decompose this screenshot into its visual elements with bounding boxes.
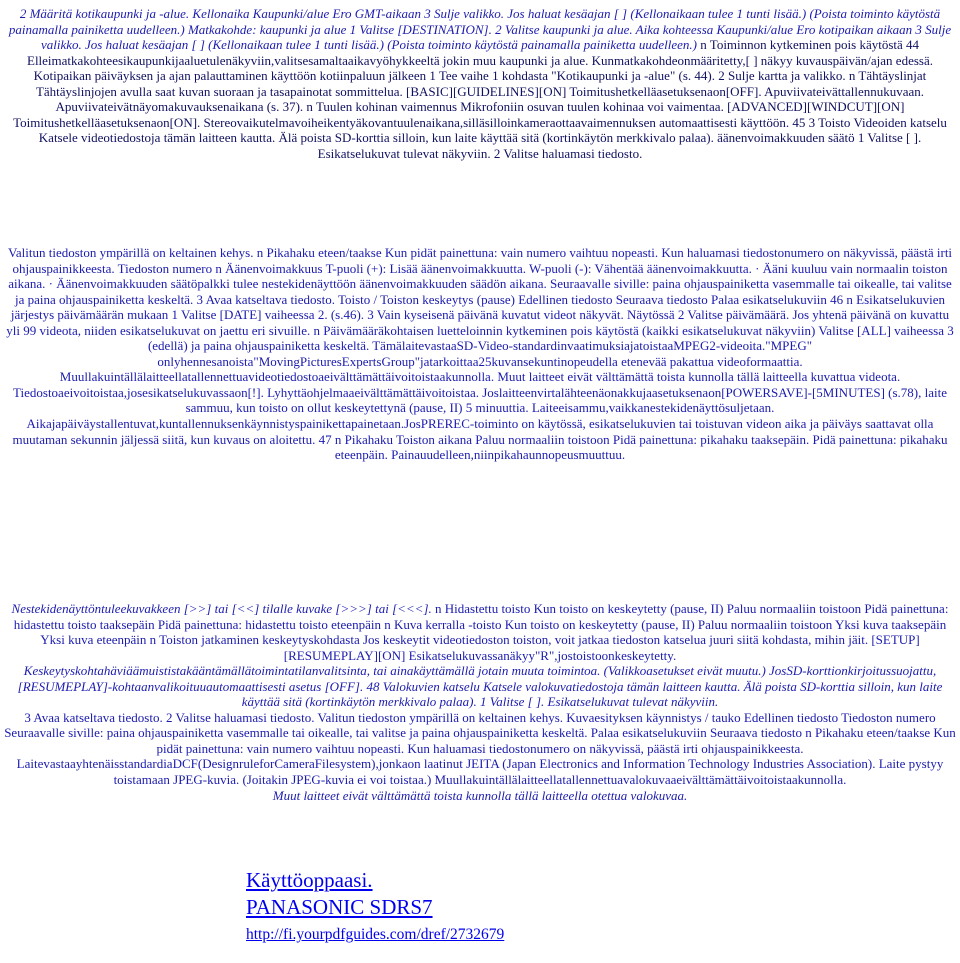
url-link[interactable]: http://fi.yourpdfguides.com/dref/2732679 [246, 926, 505, 943]
italic-text: Nestekidenäyttöntuleekuvakkeen [>>] tai [<<] tilalle kuvake [>>>] tai [<<<]. [11, 601, 432, 616]
italic-text: 2 Määritä kotikaupunki ja -alue. Kellonaika Kaupunki/alue Ero GMT-aikaan 3 Sulje valikko. Jos haluat kesäajan [ ] (Kellonaikaan tulee 1 tunti lisää.) (Poista toiminto käytöstä painamalla painiketta uudelleen.) Matkakohde: kaupunki ja alue 1 Valitse [DESTINATION]. 2 Valitse kaupunki ja alue. Aika kohteessa Kaupunki/alue Ero kotipaikan aikaan 3 Sulje valikko. Jos haluat kesäajan [ ] (Kellonaikaan tulee 1 tunti lisää.) (Poista toiminto käytöstä painamalla painiketta uudelleen.) [8, 6, 952, 53]
paragraph-text: n Toiminnon kytkeminen pois käytöstä 44 Elleimatkakohteesikaupunkijaaluetulenäkyviin,valitsesamaltaaikavyöhykkeeltä jokin muu kaupunki ja alue. Kunmatkakohdeonmääritetty,[ ] näkyy kuvauspäivän/ajan edessä. Kotipaikan päiväyksen ja ajan palauttaminen käyttöön kotiinpaluun jälkeen 1 Tee vaihe 1 kohdasta "Kotikaupunki ja -alue" (s. 44). 2 Sulje kartta ja valikko. n Tähtäyslinjat Tähtäyslinjojen avulla saat kuvan suoraan ja tasapainotat sommittelua. [BASIC][GUIDELINES][ON] Toimitushetkelläasetuksenaon[OFF]. Apuviivateivättallennukuvaan. Apuviivateivätnäyomakuvauksenaikana (s. 37). n Tuulen kohinan vaimennus Mikrofoniin osuvan tuulen kohinaa voi vaimentaa. [ADVANCED][WINDCUT][ON] Toimitushetkelläasetuksenaon[ON]. Stereovaikutelmavoiheikentyäkovantuulenaikana,silläsilloinkameraottaavaimennuksen automaattisesti käyttöön. 45 3 Toisto Videoiden katselu Katsele videotiedostoja tämän laitteen kautta. Älä poista SD-korttia silloin, kun laite käyttää sitä (kortinkäytön merkkivalo palaa). äänenvoimakkuuden säätö 1 Valitse [ ]. Esikatselukuvat tulevat näkyviin. 2 Valitse haluamasi tiedosto. [13, 37, 947, 161]
paragraph [4, 6, 956, 161]
text-block-top [4, 6, 956, 161]
paragraph-text: n Hidastettu toisto Kun toisto on keskeytetty (pause, II) Paluu normaaliin toistoon Pidä painettuna: hidastettu toisto taaksepäin Pidä painettuna: hidastettu toisto eteenpäin n Kuva kerralla -toisto Kun toisto on keskeytetty (pause, II) Paluu normaaliin toistoon Yksi kuva taaksepäin Yksi kuva eteenpäin n Toiston jatkaminen keskeytyskohdasta Jos keskeytit videotiedoston toiston, voit jatkaa tiedoston katselua juuri siitä kohdasta, mihin jäit. [SETUP][RESUMEPLAY][ON] Esikatselukuvassanäkyy"R",jostoistoonkeskeytetty. [13, 601, 949, 663]
product-link[interactable]: PANASONIC SDRS7 [246, 895, 433, 919]
paragraph: Valitun tiedoston ympärillä on keltainen kehys. n Pikahaku eteen/taakse Kun pidät painettuna: vain numero vaihtuu nopeasti. Kun haluamasi tiedostonumero on näkyvissä, päästä irti ohjauspainikkeesta. Tiedoston numero n Äänenvoimakkuus T-puoli (+): Lisää äänenvoimakkuutta. W-puoli (-): Vähentää äänenvoimakkuutta. · Ääni kuuluu vain normaalin toiston aikana. · Äänenvoimakkuuden säätöpalkki tulee nestekidenäyttöön äänenvoimakkuuden säädön aikana. Seuraavalle siville: paina ohjauspainiketta vasemmalle tai oikealle, tai valitse ja paina ohjauspainiketta keskeltä. 3 Avaa katseltava tiedosto. Toisto / Toiston keskeytys (pause) Edellinen tiedosto Seuraava tiedosto Palaa esikatselukuviin 46 n Esikatselukuvien järjestys päivämäärän mukaan 1 Valitse [DATE] vaiheessa 2. (s.46). 3 Vain kyseisenä päivänä kuvatut videot näkyvät. Näytössä 2 Valitse päivämäärä. Jos yhtenä päivänä on kuvattu yli 99 videota, niiden esikatselukuvat on jaettu eri sivuille. n Päivämääräkohtaisen luetteloinnin kytkeminen pois käytöstä (kaikki esikatselukuvat näkyviin) Valitse [ALL] vaiheessa 3 (edellä) ja paina ohjauspainiketta keskeltä. TämälaitevastaaSD-Video-standardinvaatimuksiajatoistaaMPEG2-videoita."MPEG" onlyhennesanoista"MovingPicturesExpertsGroup"jatarkoittaa25kuvansekuntinopeudella etenevää pakattua videoformaattia. Muullakuintällälaitteellatallennettuavideotiedostoaeivälttämättäivoitoistaakunnolla. Muut laitteet eivät välttämättä toista kunnolla tällä laitteella kuvattua videota. Tiedostoaeivoitoistaa,josesikatselukuvassaon[!]. Lyhyttäohjelmaaeivälttämättäivoitoistaa. Joslaitteenvirtalähteenäonakkujaasetuksenaon[POWERSAVE]-[5MINUTES] (s.78), laite sammuu, kun toisto on ollut keskeytettynä (pause, II) 5 minuuttia. Laiteeisammu,vaikkanestekidenäyttösuljetaan. Aikajapäiväystallentuvat,kuntallennuksenkäynnistyspainikettapainetaan.JosPREREC-toiminto on käytössä, esikatselukuvien tai toistuvan videon aika ja päiväys saattavat olla muutaman sekunnin jäljessä siitä, kun kuvaus on aloitettu. 47 n Pikahaku Toiston aikana Paluu normaaliin toistoon Pidä painettuna: pikahaku taaksepäin. Pidä painettuna: pikahaku eteenpäin. Painauudelleen,niinpikahaunnopeusmuuttuu. [6, 245, 954, 463]
paragraph: Keskeytyskohtahäviäämuististakääntämällätoimintatilanvalitsinta, tai ainakäyttämällä jotain muuta toimintoa. (Valikkoasetukset eivät muutu.) JosSD-korttionkirjoitussuojattu,[RESUMEPLAY]-kohtaanvalikoituuautomaattisesti asetus [OFF]. 48 Valokuvien katselu Katsele valokuvatiedostoja tämän laitteen kautta. Älä poista SD-korttia silloin, kun laite käyttää sitä (kortinkäytön merkkivalo palaa). 1 Valitse [ ]. Esikatselukuvat tulevat näkyviin. [17, 663, 943, 710]
footer-links [246, 867, 504, 945]
text-block-middle [4, 245, 956, 463]
paragraph [4, 601, 956, 663]
text-block-bottom [4, 601, 956, 803]
paragraph: Muut laitteet eivät välttämättä toista kunnolla tällä laitteella otettua valokuvaa. [272, 787, 688, 803]
manual-link[interactable]: Käyttöoppaasi. [246, 868, 373, 892]
paragraph: 3 Avaa katseltava tiedosto. 2 Valitse haluamasi tiedosto. Valitun tiedoston ympärillä on keltainen kehys. Kuvaesityksen käynnistys / tauko Edellinen tiedosto Tiedoston numero Seuraavalle siville: paina ohjauspainiketta vasemmalle tai oikealle, tai valitse ja paina ohjauspainiketta keskeltä. Palaa esikatselukuviin Seuraava tiedosto n Pikahaku eteen/taakse Kun pidät painettuna: vain numero vaihtuu nopeasti. Kun haluamasi tiedostonumero on näkyvissä, päästä irti ohjauspainikkeesta. LaitevastaayhtenäisstandardiaDCF(DesignruleforCameraFilesystem),jonkaon laatinut JEITA (Japan Electronics and Information Technology Industries Association). Laite pystyy toistamaan JPEG-kuvia. (Joitakin JPEG-kuvia ei voi toistaa.) Muullakuintällälaitteellatallennettuavalokuvaaeivälttämättäivoitoistaakunnolla. [4, 709, 956, 788]
